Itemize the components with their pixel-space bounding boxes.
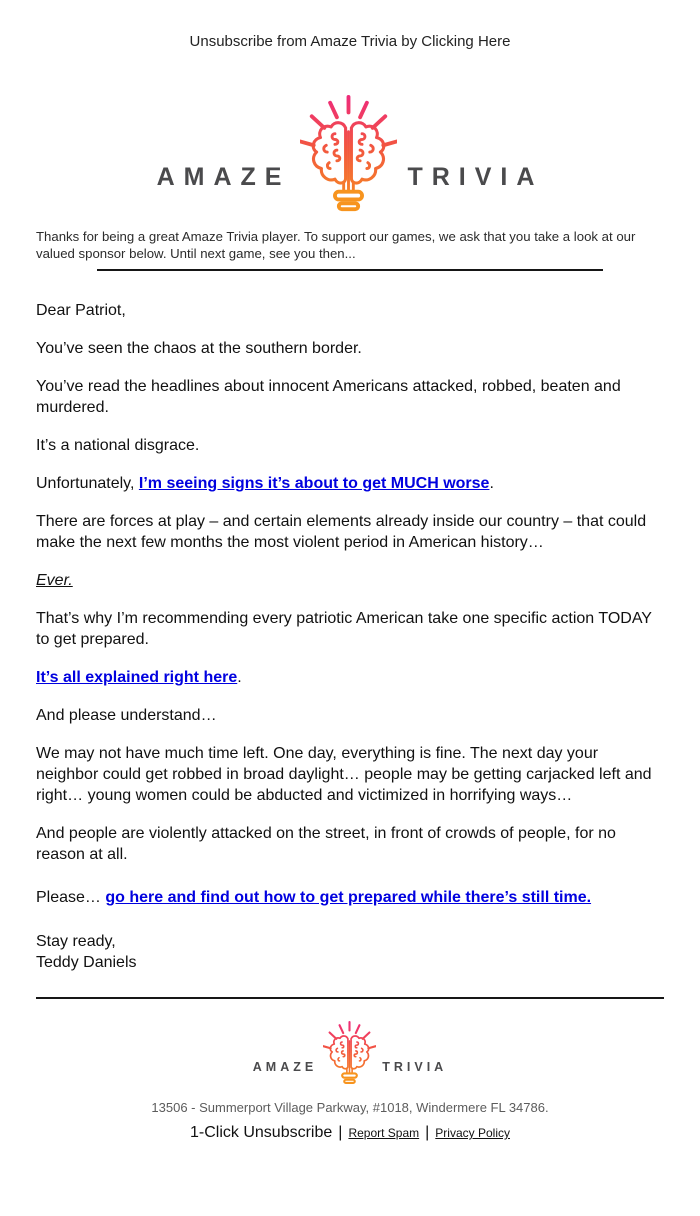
paragraph-ever [36,570,664,591]
logo-word-trivia: TRIVIA [407,163,544,191]
brain-outline [314,123,385,192]
report-spam-link[interactable]: Report Spam [348,1126,420,1140]
paragraph-understand: And please understand… [36,707,217,724]
amaze-trivia-logo [0,95,700,213]
bulb-base [335,192,362,209]
sign-off-line2: Teddy Daniels [36,954,137,971]
paragraph-forces: There are forces at play – and certain elements already inside our country – that could make the next few months the most violent period in American history… [36,513,647,551]
paragraph-explained [36,667,664,688]
paragraph-time-left: We may not have much time left. One day, everything is fine. The next day your neighbor could get robbed in broad daylight… people may be getting carjacked left and right… young women could be abducted and victimized in horrifying ways… [36,745,652,804]
brain-lightbulb-icon [300,95,397,213]
much-worse-link[interactable]: I’m seeing signs it’s about to get MUCH worse [138,475,490,492]
paragraph-attacked: And people are violently attacked on the street, in front of crowds of people, for no reason at all. [36,825,616,863]
sign-off-line1: Stay ready, [36,933,116,950]
unfortunately-suffix: . [489,475,494,492]
bulb-base [342,1073,357,1082]
greeting: Dear Patriot, [36,302,126,319]
logo-word-trivia: TRIVIA [382,1060,448,1074]
ever-emphasis: Ever. [36,572,73,589]
logo-word-amaze: AMAZE [156,163,291,191]
paragraph-please [36,882,664,914]
brain-outline [331,1036,369,1073]
header-divider [97,269,603,271]
unfortunately-prefix: Unfortunately, [36,475,139,492]
sponsor-note: Thanks for being a great Amaze Trivia player. To support our games, we ask that you take a look at our valued sponsor below. Until next game, see you then... [36,229,636,261]
paragraph-unfortunately [36,473,664,494]
paragraph-headlines: You’ve read the headlines about innocent Americans attacked, robbed, beaten and murdered. [36,378,621,416]
separator: | [425,1124,430,1141]
go-here-link[interactable]: go here and find out how to get prepared while there’s still time. [105,889,592,906]
separator: | [338,1124,343,1141]
top-unsubscribe-link[interactable]: Unsubscribe from Amaze Trivia by Clicking Here [189,33,511,50]
paragraph-chaos: You’ve seen the chaos at the southern border. [36,340,362,357]
brain-lightbulb-icon [323,1021,376,1085]
logo-word-amaze: AMAZE [252,1060,318,1074]
sign-off [36,931,664,973]
explained-suffix: . [237,669,242,686]
one-click-unsubscribe-link[interactable]: 1-Click Unsubscribe [190,1124,333,1141]
letter-body [36,300,664,973]
amaze-trivia-footer-logo [0,1021,700,1085]
paragraph-disgrace: It’s a national disgrace. [36,437,200,454]
privacy-policy-link[interactable]: Privacy Policy [435,1126,510,1140]
footer-links [0,1124,700,1142]
paragraph-recommend: That’s why I’m recommending every patriotic American take one specific action TODAY to get prepared. [36,610,652,648]
footer-divider [36,997,664,999]
postal-address: 13506 - Summerport Village Parkway, #1018, Windermere FL 34786. [151,1100,549,1115]
explained-link[interactable]: It’s all explained right here [36,669,238,686]
please-prefix: Please… [36,889,106,906]
